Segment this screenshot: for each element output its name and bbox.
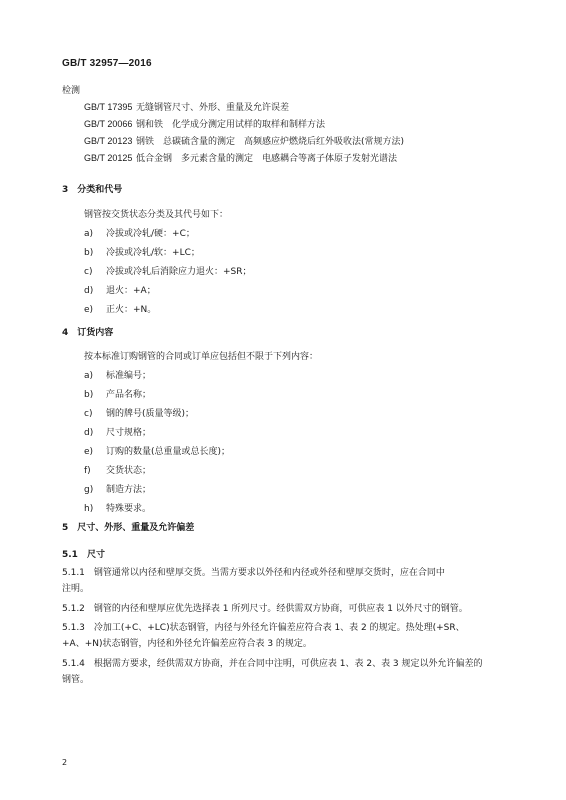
list-item	[84, 408, 194, 420]
list-label: d)	[84, 428, 94, 438]
section-intro: 钢管按交货状态分类及其代号如下：	[84, 210, 229, 220]
list-label: e)	[84, 305, 94, 315]
clause-line: 5.1.1 钢管通常以内径和壁厚交货。当需方要求以外径和内径或外径和壁厚交货时，应在合同中	[62, 568, 445, 578]
section-heading: 4 订货内容	[62, 328, 114, 338]
clause-line: 5.1.3 冷加工(+C、+LC)状态钢管，内径与外径允许偏差应符合表 1、表 2 的规定。热处理(+SR、	[62, 623, 465, 633]
reference-title: 钢和铁 化学成分测定用试样的取样和制样方法	[136, 120, 326, 130]
list-label: b)	[84, 248, 94, 258]
list-label: a)	[84, 229, 94, 239]
section-heading: 3 分类和代号	[62, 185, 123, 195]
list-label: b)	[84, 390, 94, 400]
list-text: 尺寸规格；	[106, 428, 152, 438]
section-heading: 5 尺寸、外形、重量及允许偏差	[62, 523, 195, 533]
list-text: 退火：+A；	[106, 286, 156, 296]
list-text: 冷拔或冷轧/软：+LC；	[106, 248, 200, 258]
reference-code: GB/T 20066	[84, 119, 133, 129]
list-label: e)	[84, 447, 94, 457]
reference-code: GB/T 20125	[84, 153, 133, 163]
list-text: 订购的数量(总重量或总长度)；	[106, 447, 231, 457]
reference-item	[84, 152, 397, 165]
list-item	[84, 503, 151, 515]
list-text: 钢的牌号(质量等级)；	[106, 409, 195, 419]
list-label: c)	[84, 409, 93, 419]
clause-line: +A、+N)状态钢管，内径和外径允许偏差应符合表 3 的规定。	[62, 639, 312, 649]
reference-code: GB/T 20123	[84, 136, 133, 146]
list-text: 正火：+N。	[106, 305, 157, 315]
list-item	[84, 266, 252, 278]
list-label: g)	[84, 485, 94, 495]
list-text: 制造方法；	[106, 485, 152, 495]
list-text: 冷拔或冷轧/硬：+C；	[106, 229, 195, 239]
clause-line: 注明。	[62, 584, 90, 594]
section-intro: 按本标准订购钢管的合同或订单应包括但不限于下列内容：	[84, 352, 319, 362]
clause-line: 5.1.4 根据需方要求，经供需双方协商，并在合同中注明，可供应表 1、表 2、表 3 规定以外允许偏差的	[62, 659, 483, 669]
list-item	[84, 285, 156, 297]
list-item	[84, 304, 156, 316]
list-item	[84, 446, 230, 458]
list-label: f)	[84, 466, 91, 476]
reference-title: 无缝钢管尺寸、外形、重量及允许误差	[136, 103, 290, 113]
list-label: d)	[84, 286, 94, 296]
clause-line: 5.1.2 钢管的内径和壁厚应优先选择表 1 所列尺寸。经供需双方协商，可供应表 1 以外尺寸的钢管。	[62, 604, 468, 614]
list-text: 冷拔或冷轧后消除应力退火：+SR；	[106, 267, 252, 277]
list-text: 特殊要求。	[106, 504, 152, 514]
reference-title: 钢铁 总碳硫含量的测定 高频感应炉燃烧后红外吸收法(常规方法)	[136, 137, 405, 147]
list-label: a)	[84, 371, 94, 381]
list-item	[84, 427, 151, 439]
list-text: 产品名称；	[106, 390, 152, 400]
standard-code: GB/T 32957—2016	[62, 58, 152, 69]
list-text: 交货状态；	[106, 466, 152, 476]
clause-line: 钢管。	[62, 675, 90, 685]
list-item	[84, 370, 151, 382]
page-number: 2	[62, 758, 68, 767]
subsection-heading: 5.1 尺寸	[62, 550, 105, 560]
list-label: h)	[84, 504, 94, 514]
reference-title: 低合金钢 多元素含量的测定 电感耦合等离子体原子发射光谱法	[136, 154, 398, 164]
reference-item	[84, 118, 325, 131]
list-item	[84, 247, 200, 259]
continued-reference-word: 检测	[62, 86, 81, 96]
list-item	[84, 465, 151, 477]
list-item	[84, 228, 195, 240]
reference-item	[84, 135, 404, 148]
list-item	[84, 484, 151, 496]
list-item	[84, 389, 151, 401]
reference-code: GB/T 17395	[84, 102, 133, 112]
list-label: c)	[84, 267, 93, 277]
reference-item	[84, 101, 289, 114]
list-text: 标准编号；	[106, 371, 152, 381]
